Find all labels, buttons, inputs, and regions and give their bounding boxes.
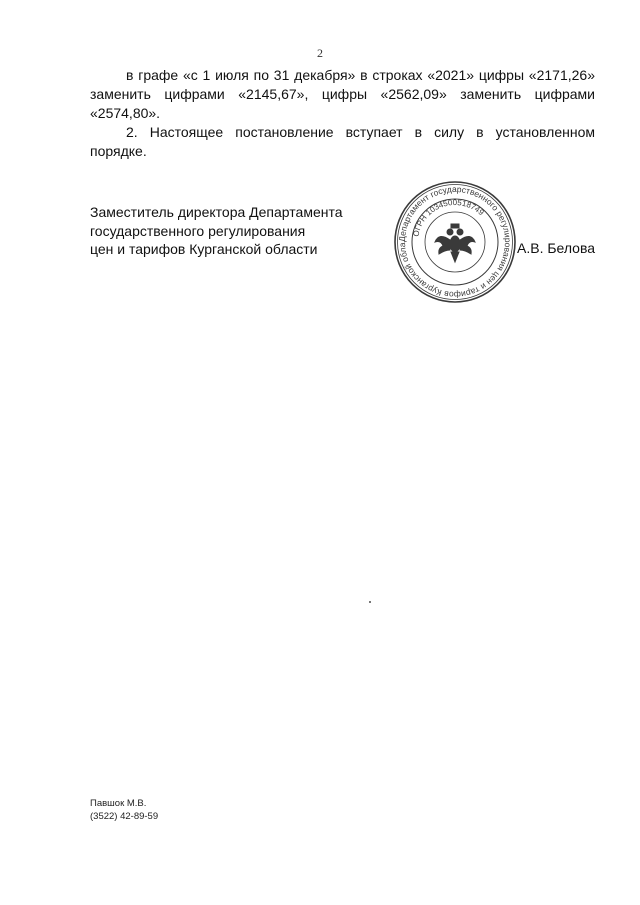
- official-seal: [393, 180, 517, 304]
- seal-outer-text: Департамент государственного регулирования цен и тарифов Курганской обла: [396, 183, 514, 301]
- body-paragraph: 2. Настоящее постановление вступает в силу в установленном порядке.: [90, 124, 595, 159]
- page-number: 2: [317, 46, 323, 60]
- executor-block: [90, 798, 158, 823]
- scan-dot: [369, 601, 371, 603]
- body-text: [90, 66, 595, 161]
- executor-phone: (3522) 42-89-59: [90, 810, 159, 822]
- seal-inner-text: ОГРН 1034500518749: [411, 197, 486, 238]
- body-paragraph: в графе «с 1 июля по 31 декабря» в строках «2021» цифры «2171,26» заменить цифрами «2145,67», цифры «2562,09» заменить цифрами «2574,80».: [90, 67, 595, 121]
- signature-title-line: цен и тарифов Курганской области: [90, 241, 318, 257]
- signature-title-line: государственного регулирования: [90, 222, 306, 239]
- coat-of-arms-icon: [435, 224, 475, 262]
- signature-title-line: Заместитель директора Департамента: [90, 204, 343, 220]
- signer-name: А.В. Белова: [517, 240, 596, 256]
- executor-name: Павшок М.В.: [90, 798, 147, 809]
- signature-title: [90, 203, 380, 259]
- seal-icon: [393, 180, 517, 304]
